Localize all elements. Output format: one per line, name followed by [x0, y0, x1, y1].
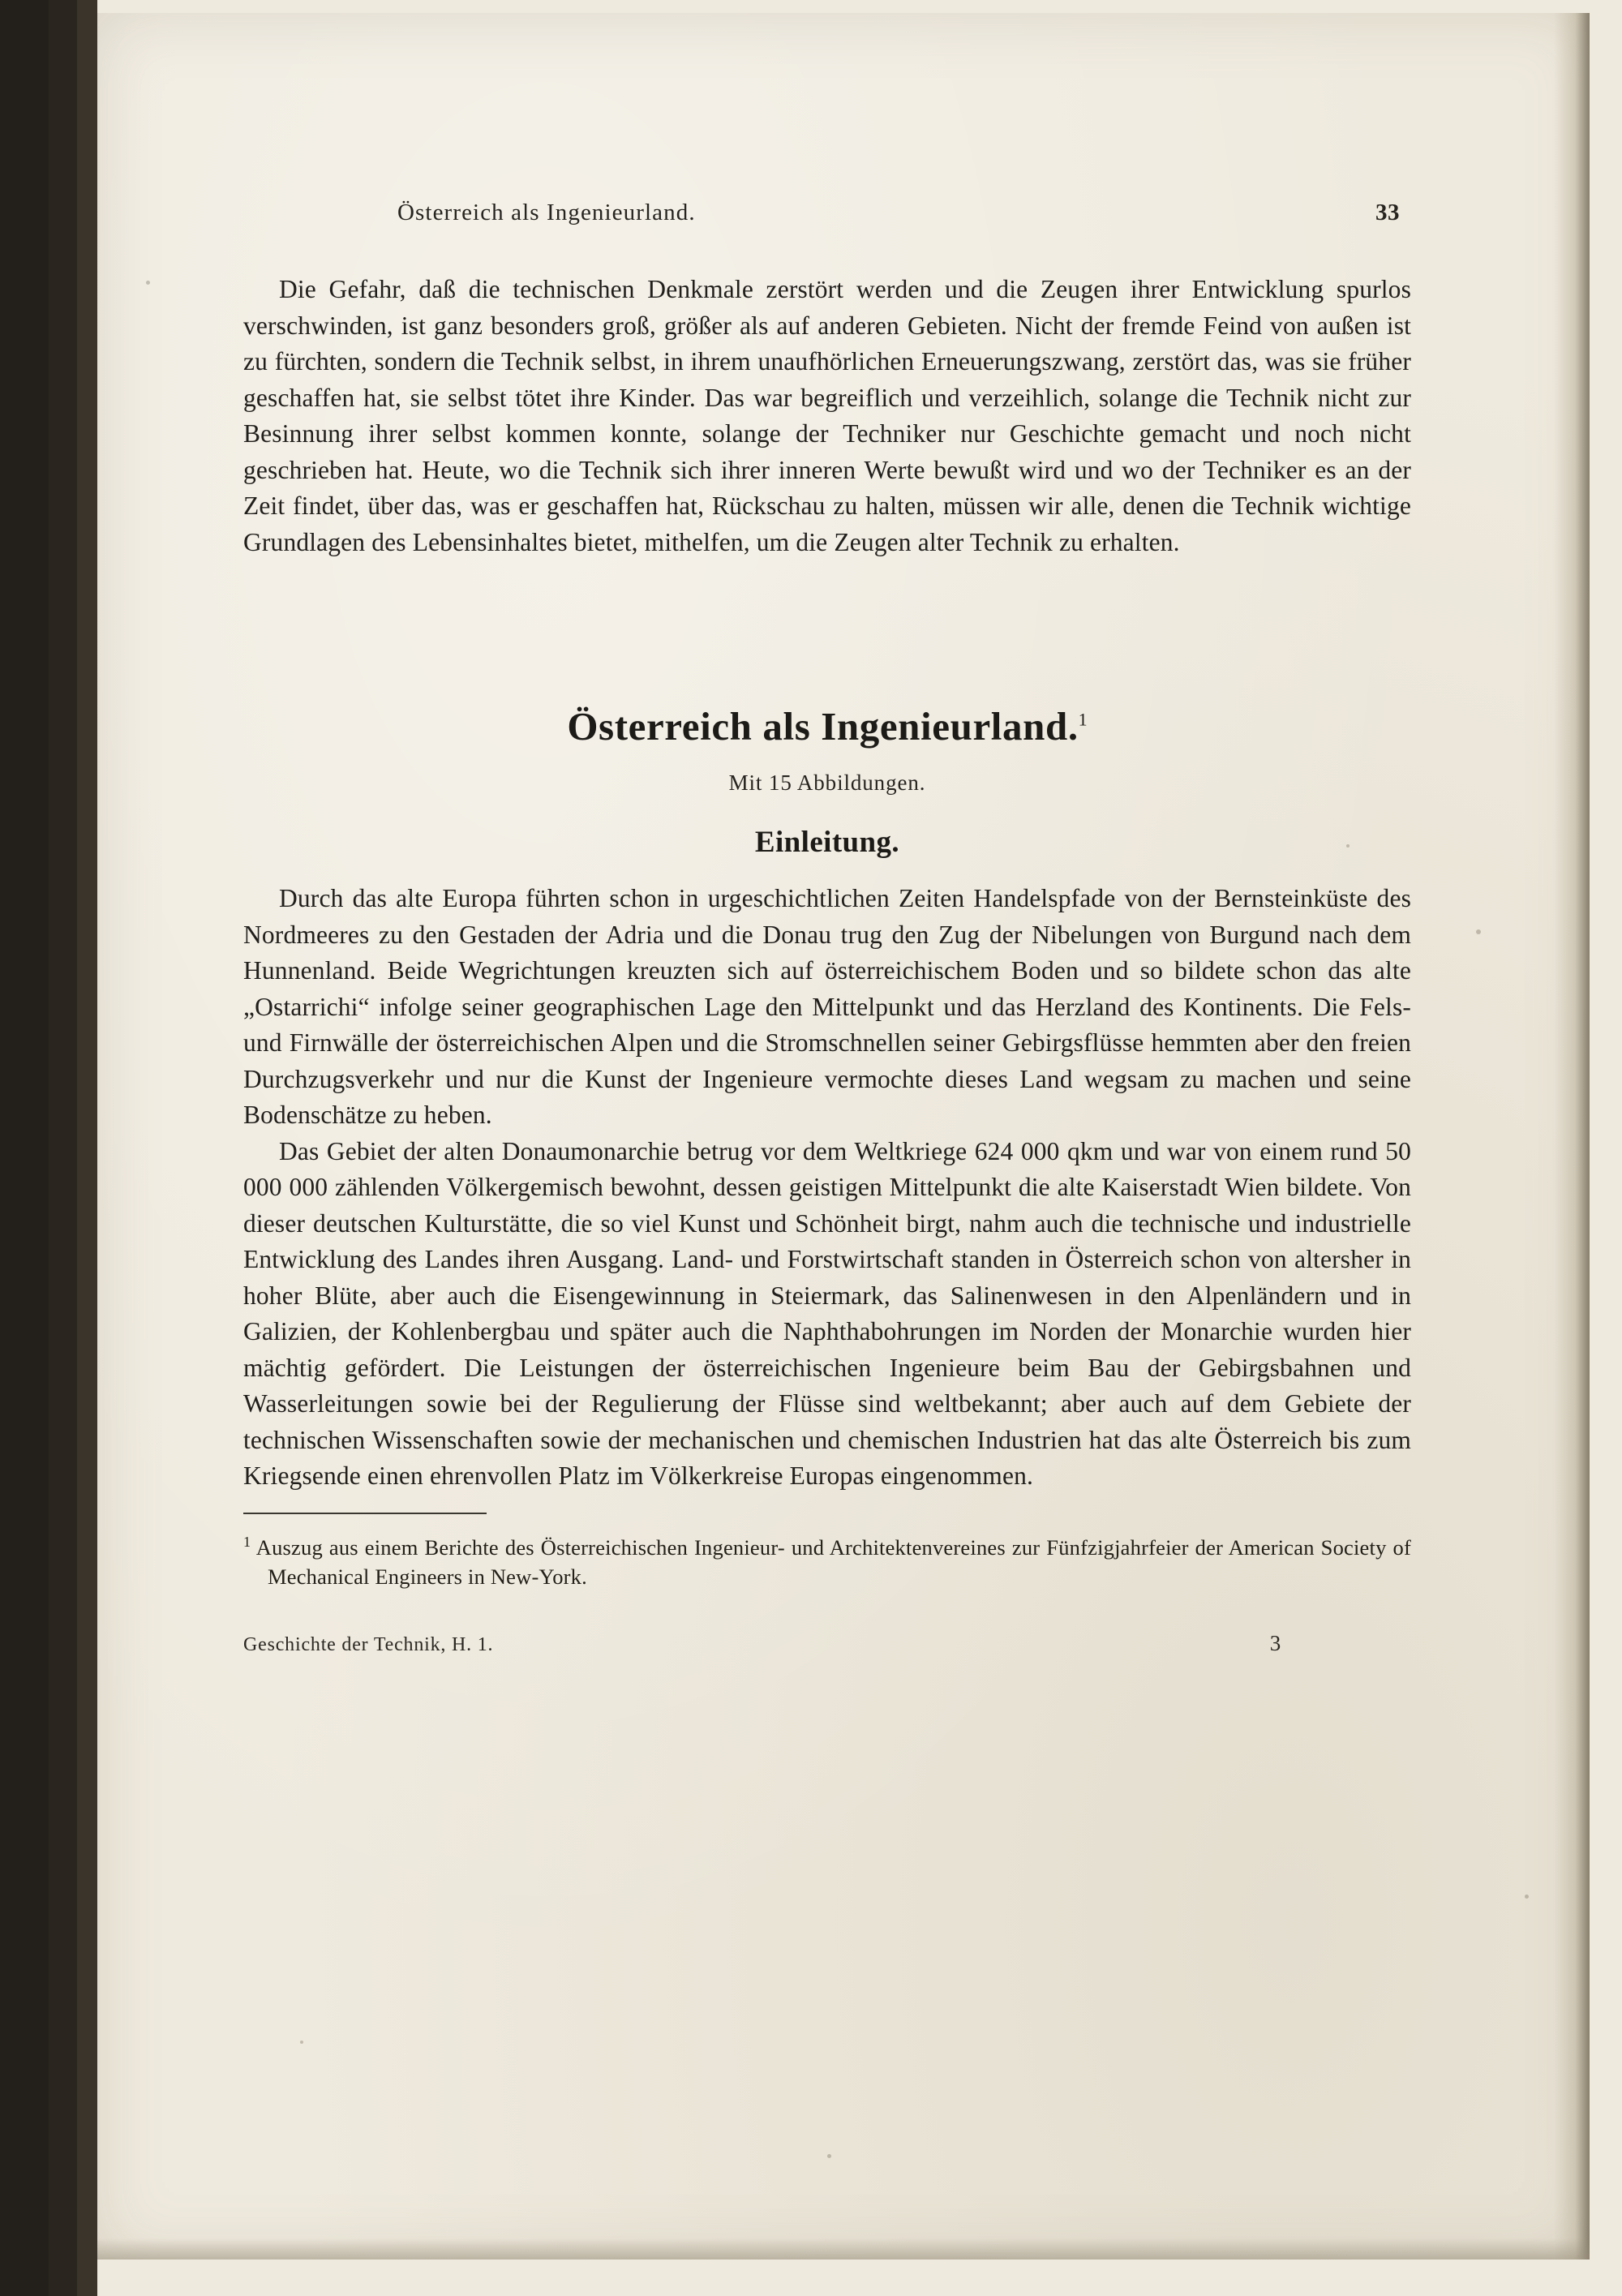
- scan-speck: [827, 2154, 831, 2158]
- paragraph-continued: Die Gefahr, daß die technischen Denkmale zerstört werden und die Zeugen ihrer Entwicklung spurlos verschwinden, ist ganz besonders groß, größer als auf anderen Gebieten. Nicht der fremde Feind von außen ist zu fürchten, sondern die Technik selbst, in ihrem unaufhörlichen Erneuerungszwang, zerstört das, was sie früher geschaffen hat, sie selbst tötet ihre Kinder. Das war begreiflich und verzeihlich, solange die Technik nicht zur Besinnung ihrer selbst kommen konnte, solange der Techniker nur Geschichte gemacht und noch nicht geschrieben hat. Heute, wo die Technik sich ihrer inneren Werte bewußt wird und wo der Techniker es an der Zeit findet, über das, was er geschaffen hat, Rückschau zu halten, müssen wir alle, denen die Technik wichtige Grundlagen des Lebensinhaltes bietet, mithelfen, um die Zeugen alter Technik zu erhalten.: [243, 275, 1411, 556]
- scan-speck: [300, 2041, 303, 2044]
- page-right-shadow: [1554, 13, 1590, 2260]
- footnote-body: Auszug aus einem Berichte des Österreichischen Ingenieur- und Architektenvereines zur Fünfzigjahrfeier der American Society of Mechanical Engineers in New-York.: [255, 1534, 1411, 1590]
- page-content: [243, 200, 1411, 1656]
- article-title-text: Österreich als Ingenieurland.: [567, 704, 1079, 749]
- vertical-spacer: [243, 560, 1411, 703]
- scan-speck: [146, 281, 150, 285]
- footnote-text-line: [243, 1527, 1411, 1593]
- scan-speck: [1476, 929, 1481, 934]
- section-heading: Einleitung.: [754, 826, 900, 859]
- paragraph-body: Das Gebiet der alten Donaumonarchie betrug vor dem Weltkriege 624 000 qkm und war von einem rund 50 000 000 zählenden Völkergemisch bewohnt, dessen geistigen Mittelpunkt die alte Kaiserstadt Wien bildete. Von dieser deutschen Kulturstätte, die so viel Kunst und Schönheit birgt, nahm auch die technische und industrielle Entwicklung des Landes ihren Ausgang. Land- und Forstwirtschaft standen in Österreich schon von altersher in hoher Blüte, aber auch die Eisengewinnung in Steiermark, das Salinenwesen in den Alpenländern und in Galizien, der Kohlenbergbau und später auch die Naphthabohrungen im Norden der Monarchie wurden hier mächtig gefördert. Die Leistungen der österreichischen Ingenieure beim Bau der Gebirgsbahnen und Wasserleitungen sowie bei der Regulierung der Flüsse sind weltbekannt; aber auch auf dem Gebiete der technischen Wissenschaften sowie der mechanischen und chemischen Industrien hat das alte Österreich bis zum Kriegsende einen ehrenvollen Platz im Völkerkreise Europas eingenommen.: [243, 1136, 1411, 1490]
- paragraph-body: Durch das alte Europa führten schon in urgeschichtlichen Zeiten Handelspfade von der Bernsteinküste des Nordmeeres zu den Gestaden der Adria und die Donau trug den Zug der Nibelungen von Burgund nach dem Hunnenland. Beide Wegrichtungen kreuzten sich auf österreichischem Boden und so bildete schon das alte „Ostarrichi“ infolge seiner geographischen Lage den Mittelpunkt und das Herzland des Kontinents. Die Fels- und Firnwälle der österreichischen Alpen und die Stromschnellen seiner Gebirgsflüsse hemmten aber den freien Durchzugsverkehr und nur die Kunst der Ingenieure vermochte dieses Land wegsam zu machen und seine Bodenschätze zu heben.: [243, 884, 1411, 1129]
- signature-number: 3: [1269, 1631, 1281, 1656]
- footnote-divider: [243, 1513, 487, 1514]
- signature-line: Geschichte der Technik, H. 1.: [243, 1634, 494, 1656]
- footnote-block: [243, 1513, 1411, 1593]
- book-page: [97, 13, 1590, 2260]
- running-head: [243, 200, 1411, 226]
- page-number: 33: [1375, 200, 1400, 225]
- running-head-title: Österreich als Ingenieurland.: [397, 200, 696, 225]
- scan-speck: [1525, 1895, 1529, 1899]
- page-bottom-shadow: [97, 2238, 1590, 2260]
- article-subtitle: Mit 15 Abbildungen.: [728, 770, 926, 795]
- page-footer: [243, 1631, 1411, 1656]
- footnote-reference-marker: 1: [1078, 709, 1088, 730]
- article-title: [243, 703, 1411, 749]
- footnote-marker: 1: [243, 1533, 251, 1550]
